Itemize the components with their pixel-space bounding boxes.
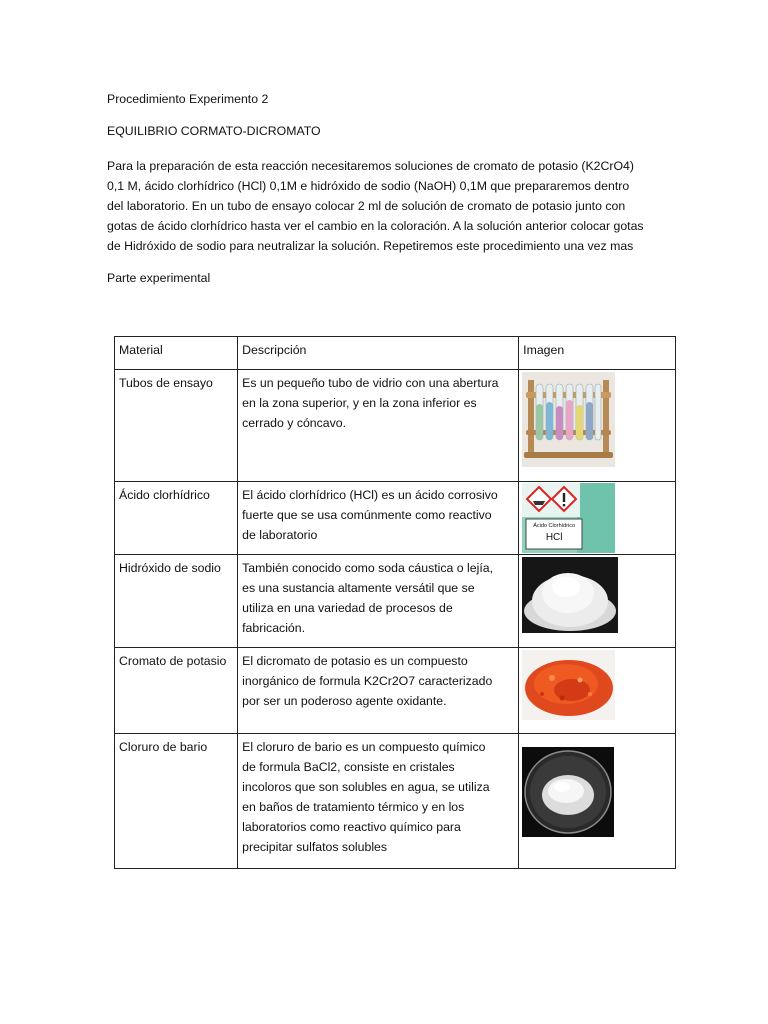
description-line: es una sustancia altamente versátil que se	[242, 581, 475, 595]
description-line: en la zona superior, y en la zona inferior es	[242, 396, 477, 410]
description-line: de laboratorio	[242, 528, 318, 542]
description-cell	[238, 370, 519, 482]
description-line: El ácido clorhídrico (HCl) es un ácido corrosivo	[242, 488, 498, 502]
description-line: cerrado y cóncavo.	[242, 416, 347, 430]
description-line: incoloros que son solubles en agua, se utiliza	[242, 780, 490, 794]
table-row	[115, 734, 676, 869]
description-line: fuerte que se usa comúnmente como reactivo	[242, 508, 492, 522]
image-cell	[519, 648, 676, 734]
hcl-label-name: Ácido Clorhídrico	[533, 523, 576, 529]
barium-chloride-dish-image	[522, 747, 614, 837]
header-image: Imagen	[519, 337, 676, 370]
description-line: por ser un poderoso agente oxidante.	[242, 694, 447, 708]
hcl-label-image	[522, 483, 615, 553]
image-cell	[519, 370, 676, 482]
intro-paragraph	[107, 156, 667, 256]
description-cell	[238, 482, 519, 555]
description-line: en baños de tratamiento térmico y en los	[242, 800, 465, 814]
intro-line: del laboratorio. En un tubo de ensayo colocar 2 ml de solución de cromato de potasio junto con	[107, 199, 626, 213]
image-cell	[519, 482, 676, 555]
doc-heading: Procedimiento Experimento 2	[107, 92, 269, 106]
description-line: de formula BaCl2, consiste en cristales	[242, 760, 455, 774]
table-row	[115, 482, 676, 555]
header-material: Material	[115, 337, 238, 370]
doc-title: EQUILIBRIO CORMATO-DICROMATO	[107, 124, 321, 138]
intro-line: de Hidróxido de sodio para neutralizar la solución. Repetiremos este procedimiento una vez mas	[107, 239, 634, 253]
description-cell	[238, 555, 519, 648]
description-line: También conocido como soda cáustica o lejía,	[242, 561, 494, 575]
description-line: utiliza en una variedad de procesos de	[242, 601, 453, 615]
description-cell	[238, 734, 519, 869]
description-line: El dicromato de potasio es un compuesto	[242, 654, 468, 668]
image-cell	[519, 555, 676, 648]
material-cell: Cloruro de bario	[115, 734, 238, 869]
test-tubes-rack-image	[522, 372, 615, 467]
material-cell: Hidróxido de sodio	[115, 555, 238, 648]
intro-line: Para la preparación de esta reacción necesitaremos soluciones de cromato de potasio (K2CrO4)	[107, 159, 634, 173]
description-line: Es un pequeño tubo de vidrio con una abertura	[242, 376, 499, 390]
material-cell: Ácido clorhídrico	[115, 482, 238, 555]
table-row	[115, 555, 676, 648]
intro-line: gotas de ácido clorhídrico hasta ver el cambio en la coloración. A la solución anterior colocar gotas	[107, 219, 644, 233]
description-line: laboratorios como reactivo químico para	[242, 820, 461, 834]
image-cell	[519, 734, 676, 869]
description-cell	[238, 648, 519, 734]
description-line: inorgánico de formula K2Cr2O7 caracterizado	[242, 674, 493, 688]
description-line: El cloruro de bario es un compuesto químico	[242, 740, 486, 754]
materials-table	[114, 336, 676, 869]
potassium-chromate-crystals-image	[522, 650, 615, 720]
description-line: precipitar sulfatos solubles	[242, 840, 388, 854]
hcl-label-formula: HCl	[545, 532, 563, 543]
header-description: Descripción	[238, 337, 519, 370]
table-row	[115, 648, 676, 734]
table-row	[115, 370, 676, 482]
section-heading: Parte experimental	[107, 271, 211, 285]
intro-line: 0,1 M, ácido clorhídrico (HCl) 0,1M e hidróxido de sodio (NaOH) 0,1M que prepararemos dentro	[107, 179, 630, 193]
naoh-powder-image	[522, 557, 618, 633]
material-cell: Cromato de potasio	[115, 648, 238, 734]
material-cell: Tubos de ensayo	[115, 370, 238, 482]
description-line: fabricación.	[242, 621, 306, 635]
table-header-row	[115, 337, 676, 370]
